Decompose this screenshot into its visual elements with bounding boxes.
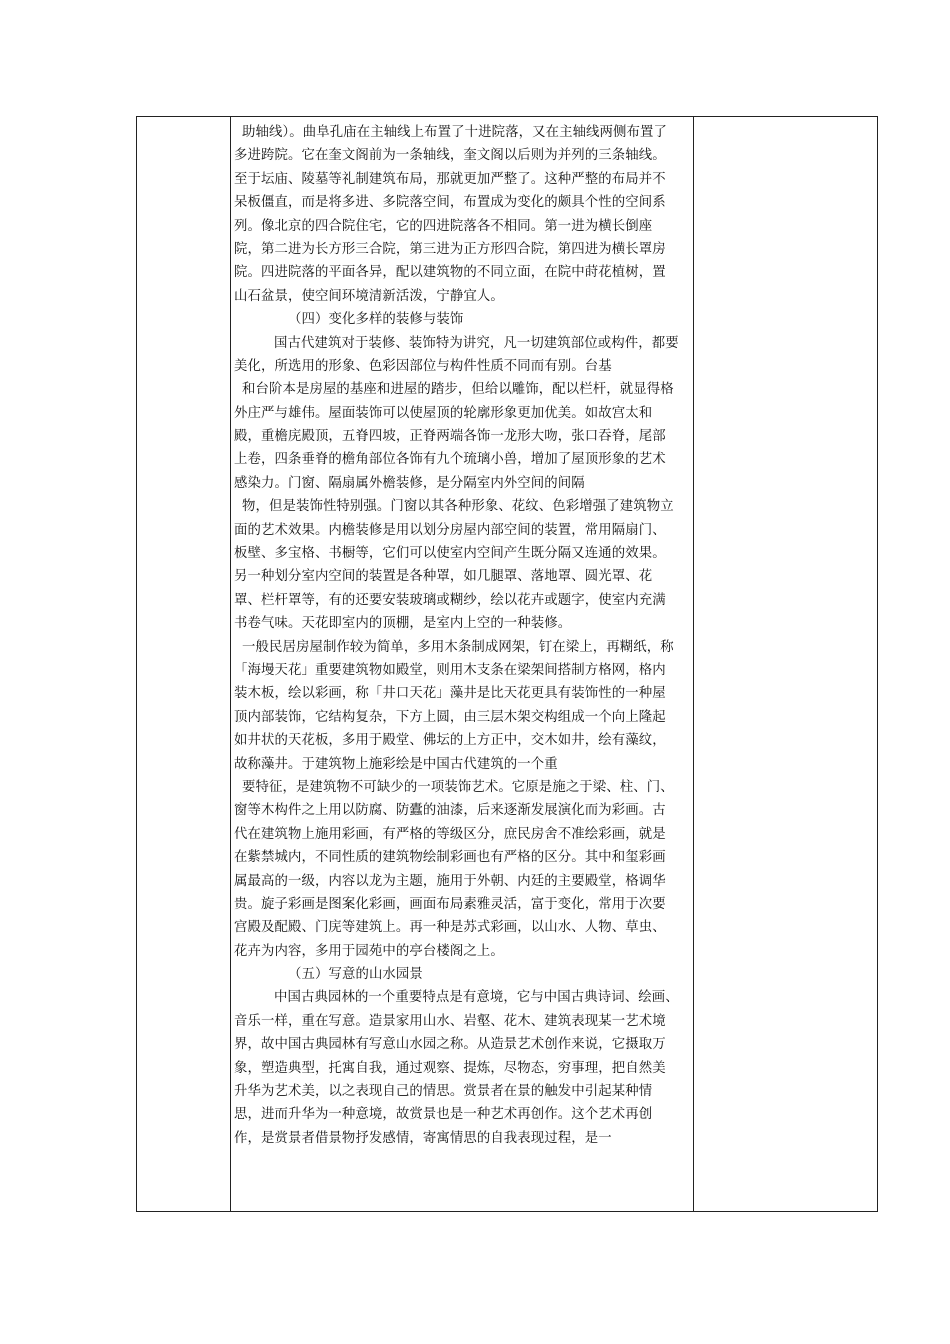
section-heading: （五）写意的山水园景 bbox=[288, 967, 423, 983]
text-line: 板壁、多宝格、书橱等，它们可以使室内空间产生既分隔又连通的效果。 bbox=[234, 546, 666, 562]
content-table bbox=[136, 116, 878, 1212]
text-line: 顶内部装饰，它结构复杂，下方上圆，由三层木架交构组成一个向上隆起 bbox=[234, 709, 666, 725]
text-line: 院。四进院落的平面各异，配以建筑物的不同立面，在院中莳花植树，置 bbox=[234, 265, 666, 281]
column-divider-right bbox=[693, 117, 694, 1211]
text-line: 作，是赏景者借景物抒发感情，寄寓情思的自我表现过程，是一 bbox=[234, 1130, 612, 1146]
text-line: 书卷气味。天花即室内的顶棚，是室内上空的一种装修。 bbox=[234, 616, 572, 632]
text-line: 要特征，是建筑物不可缺少的一项装饰艺术。它原是施之于梁、柱、门、 bbox=[242, 779, 674, 795]
text-line: 窗等木构件之上用以防腐、防蠹的油漆，后来逐渐发展演化而为彩画。古 bbox=[234, 803, 666, 819]
text-line: 如井状的天花板，多用于殿堂、佛坛的上方正中，交木如井，绘有藻纹， bbox=[234, 733, 666, 749]
text-line: 上卷，四条垂脊的檐角部位各饰有九个琉璃小兽，增加了屋顶形象的艺术 bbox=[234, 452, 666, 468]
text-line: 国古代建筑对于装修、装饰特为讲究，凡一切建筑部位或构件，都要 bbox=[274, 335, 679, 351]
text-line: 院，第二进为长方形三合院，第三进为正方形四合院，第四进为横长罩房 bbox=[234, 241, 666, 257]
text-line: 山石盆景，使空间环境清新活泼，宁静宜人。 bbox=[234, 288, 504, 304]
text-line: 思，进而升华为一种意境，故赏景也是一种艺术再创作。这个艺术再创 bbox=[234, 1107, 653, 1123]
text-line: 故称藻井。于建筑物上施彩绘是中国古代建筑的一个重 bbox=[234, 756, 558, 772]
text-line: 中国古典园林的一个重要特点是有意境，它与中国古典诗词、绘画、 bbox=[274, 990, 679, 1006]
text-line: 物，但是装饰性特别强。门窗以其各种形象、花纹、色彩增强了建筑物立 bbox=[242, 499, 674, 515]
text-line: 「海墁天花」重要建筑物如殿堂，则用木支条在梁架间搭制方格网，格内 bbox=[234, 662, 666, 678]
text-line: 宫殿及配殿、门庑等建筑上。再一种是苏式彩画，以山水、人物、草虫、 bbox=[234, 920, 666, 936]
text-line: 助轴线）。曲阜孔庙在主轴线上布置了十进院落，又在主轴线两侧布置了 bbox=[242, 125, 667, 140]
text-line: 升华为艺术美，以之表现自己的情思。赏景者在景的触发中引起某种情 bbox=[234, 1084, 653, 1100]
text-line: 属最高的一级，内容以龙为主题，施用于外朝、内廷的主要殿堂，格调华 bbox=[234, 873, 666, 889]
section-heading: （四）变化多样的装修与装饰 bbox=[288, 312, 464, 328]
text-line: 列。像北京的四合院住宅，它的四进院落各不相同。第一进为横长倒座 bbox=[234, 218, 653, 234]
text-line: 面的艺术效果。内檐装修是用以划分房屋内部空间的装置，常用隔扇门、 bbox=[234, 522, 666, 538]
text-line: 外庄严与雄伟。屋面装饰可以使屋顶的轮廓形象更加优美。如故宫太和 bbox=[234, 405, 653, 421]
text-line: 音乐一样，重在写意。造景家用山水、岩壑、花木、建筑表现某一艺术境 bbox=[234, 1013, 666, 1029]
text-line: 另一种划分室内空间的装置是各种罩，如几腿罩、落地罩、圆光罩、花 bbox=[234, 569, 653, 585]
text-line: 贵。旋子彩画是图案化彩画，画面布局素雅灵活，富于变化，常用于次要 bbox=[234, 896, 666, 912]
text-line: 界，故中国古典园林有写意山水园之称。从造景艺术创作来说，它摄取万 bbox=[234, 1037, 666, 1053]
text-line: 象，塑造典型，托寓自我，通过观察、提炼，尽物态，穷事理，把自然美 bbox=[234, 1060, 666, 1076]
text-line: 罩、栏杆罩等，有的还要安装玻璃或糊纱，绘以花卉或题字，使室内充满 bbox=[234, 592, 666, 608]
column-divider-left bbox=[230, 117, 231, 1211]
text-line: 花卉为内容，多用于园苑中的亭台楼阁之上。 bbox=[234, 943, 504, 959]
text-line: 多进跨院。它在奎文阁前为一条轴线，奎文阁以后则为并列的三条轴线。 bbox=[234, 148, 666, 164]
text-line: 和台阶本是房屋的基座和进屋的踏步，但给以雕饰，配以栏杆，就显得格 bbox=[242, 382, 674, 398]
text-line: 装木板，绘以彩画，称「井口天花」藻井是比天花更具有装饰性的一种屋 bbox=[234, 686, 666, 702]
text-line: 至于坛庙、陵墓等礼制建筑布局，那就更加严整了。这种严整的布局并不 bbox=[234, 171, 666, 187]
text-line: 呆板僵直，而是将多进、多院落空间，布置成为变化的颇具个性的空间系 bbox=[234, 195, 666, 211]
text-line: 代在建筑物上施用彩画，有严格的等级区分，庶民房舍不准绘彩画，就是 bbox=[234, 826, 666, 842]
text-line: 感染力。门窗、隔扇属外檐装修，是分隔室内外空间的间隔 bbox=[234, 475, 585, 491]
text-line: 殿，重檐庑殿顶，五脊四坡，正脊两端各饰一龙形大吻，张口吞脊，尾部 bbox=[234, 429, 666, 445]
body-text bbox=[234, 121, 692, 1150]
text-line: 一般民居房屋制作较为简单，多用木条制成网架，钉在梁上，再糊纸，称 bbox=[242, 639, 674, 655]
text-line: 在紫禁城内，不同性质的建筑物绘制彩画也有严格的区分。其中和玺彩画 bbox=[234, 850, 666, 866]
text-line: 美化，所选用的形象、色彩因部位与构件性质不同而有别。台基 bbox=[234, 358, 612, 374]
